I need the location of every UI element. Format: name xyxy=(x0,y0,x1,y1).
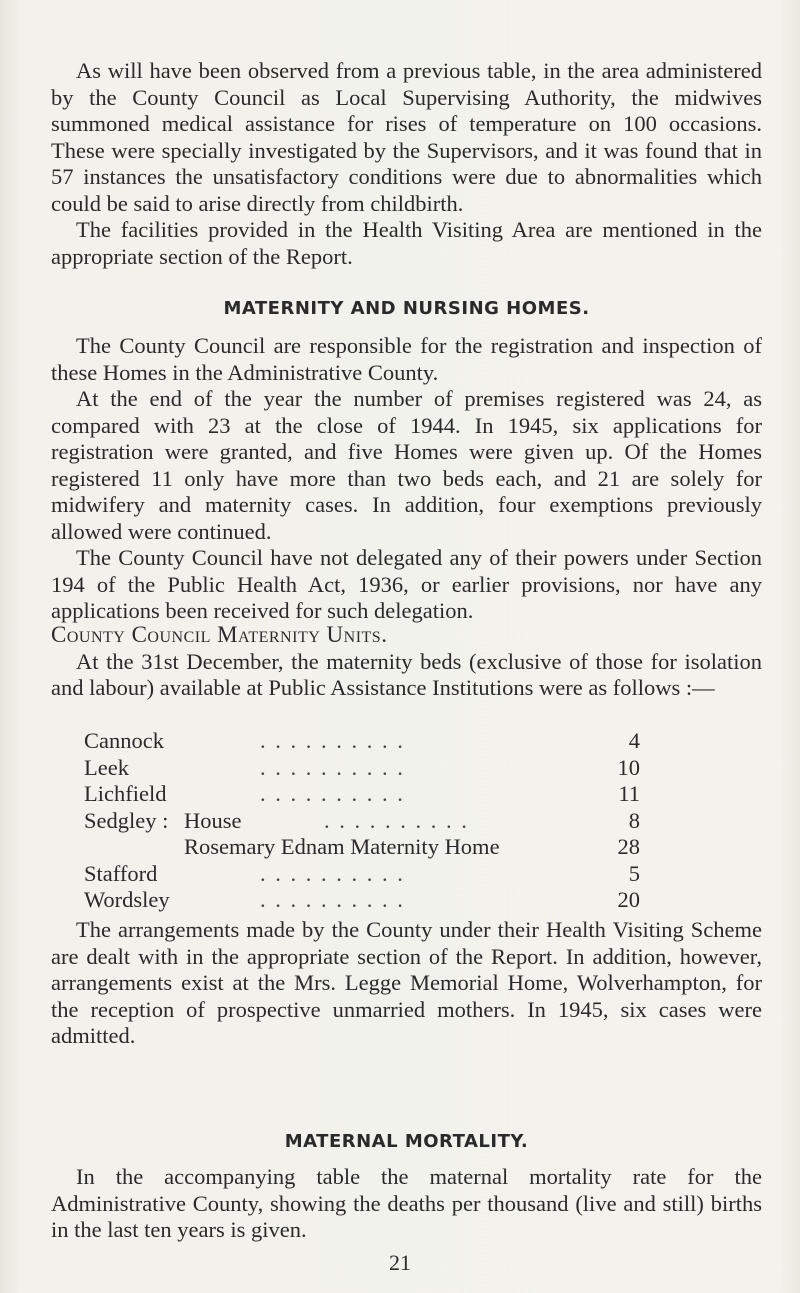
unit-beds: 11 xyxy=(618,781,640,806)
unit-beds: 28 xyxy=(617,834,640,859)
unit-name: Cannock xyxy=(84,728,164,753)
text-block-top xyxy=(51,58,762,270)
unit-name: Stafford xyxy=(84,860,158,886)
unit-subname: Rosemary Ednam Maternity Home xyxy=(184,834,500,859)
list-item xyxy=(84,781,640,808)
paragraph-delegation: The County Council have not delegated any of their powers under Section 194 of the Public Health Act, 1936, or earlier provisions, nor have any applications been received for such delegation. xyxy=(51,545,762,623)
unit-beds: 5 xyxy=(628,860,640,886)
heading-maternity-homes: MATERNITY AND NURSING HOMES. xyxy=(223,298,590,319)
text-block-mortality-body xyxy=(51,1164,762,1244)
list-item xyxy=(84,834,640,861)
leader-dots: . . . . . . . . . . xyxy=(260,728,405,753)
paragraph-midwives: As will have been observed from a previous table, in the area administered by the County Council as Local Supervising Authority, the midwives summoned medical assistance for rises of temperature on 100 occasions. These were specially investigated by the Supervisors, and it was found that in 57 instances the unsatisfactory conditions were due to abnormalities which could be said to arise directly from childbirth. xyxy=(51,58,762,216)
list-item xyxy=(84,887,640,914)
leader-dots: . . . . . . . . . . xyxy=(260,860,405,886)
unit-beds: 20 xyxy=(617,887,640,912)
unit-name: Sedgley : xyxy=(84,807,169,833)
unit-beds: 8 xyxy=(628,807,640,833)
maternity-units-list xyxy=(84,728,640,914)
leader-dots: . . . . . . . . . . xyxy=(260,887,405,912)
leader-dots: . . . . . . . . . . xyxy=(324,807,469,833)
text-block-mortality xyxy=(51,1129,762,1156)
paragraph-registered: At the end of the year the number of premises registered was 24, as compared with 23 at the close of 1944. In 1945, six applications for registration were granted, and five Homes were given up. Of the Homes registered 11 only have more than two beds each, and 21 are solely for midwifery and maternity cases. In addition, four exemptions previously allowed were continued. xyxy=(51,386,762,544)
page-number: 21 xyxy=(389,1250,411,1275)
paragraph-arrangements: The arrangements made by the County under their Health Visiting Scheme are dealt with in the appropriate section of the Report. In addition, however, arrangements exist at the Mrs. Legge Memorial Home, Wolverhampton, for the reception of prospective unmarried mothers. In 1945, six cases were admitted. xyxy=(51,917,762,1048)
text-block-units xyxy=(51,622,762,702)
subheading-maternity-units: County Council Maternity Units. xyxy=(51,622,388,647)
unit-name: Wordsley xyxy=(84,887,170,912)
unit-beds: 10 xyxy=(617,754,640,780)
list-item xyxy=(84,861,640,888)
leader-dots: . . . . . . . . . . xyxy=(260,754,405,780)
text-block-homes xyxy=(51,296,762,323)
unit-subname: House xyxy=(184,807,242,833)
paragraph-responsibility: The County Council are responsible for the registration and inspection of these Homes in the Administrative County. xyxy=(51,333,762,385)
text-block-homes-body xyxy=(51,333,762,625)
leader-dots: . . . . . . . . . . xyxy=(260,781,405,806)
paragraph-beds: At the 31st December, the maternity beds (exclusive of those for isolation and labour) available at Public Assistance Institutions were as follows :— xyxy=(51,648,762,700)
text-block-arrangements xyxy=(51,917,762,1050)
list-item xyxy=(84,728,640,755)
paragraph-mortality: In the accompanying table the maternal mortality rate for the Administrative County, showing the deaths per thousand (live and still) births in the last ten years is given. xyxy=(51,1164,762,1242)
list-item xyxy=(84,755,640,782)
paragraph-facilities: The facilities provided in the Health Visiting Area are mentioned in the appropriate section of the Report. xyxy=(51,217,762,269)
unit-beds: 4 xyxy=(628,728,640,753)
unit-name: Leek xyxy=(84,754,129,780)
list-item xyxy=(84,808,640,835)
heading-maternal-mortality: MATERNAL MORTALITY. xyxy=(284,1131,529,1152)
unit-name: Lichfield xyxy=(84,781,167,806)
